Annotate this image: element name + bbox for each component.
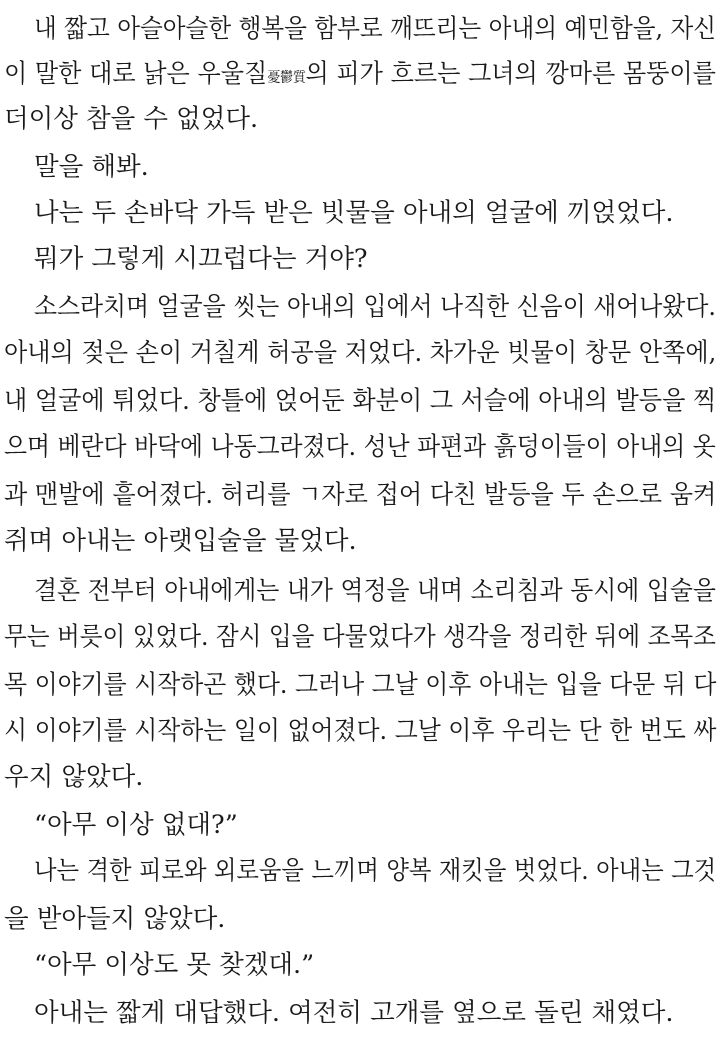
text-line-9: 내 얼굴에 튀었다. 창틀에 얹어둔 화분이 그 서슬에 아내의 발등을 찍 [4,386,717,416]
text-line-19: 나는 격한 피로와 외로움을 느끼며 양복 재킷을 벗었다. 아내는 그것 [34,856,717,886]
text-line-18: “아무 이상 없대?” [34,810,238,840]
text-line-7: 소스라치며 얼굴을 씻는 아내의 입에서 나직한 신음이 새어나왔다. [34,292,716,322]
text-line-8: 아내의 젖은 손이 거칠게 허공을 저었다. 차가운 빗물이 창문 안쪽에, [4,338,717,368]
text-line-11: 과 맨발에 흩어졌다. 허리를 ㄱ자로 접어 다친 발등을 두 손으로 움켜 [4,480,717,510]
text-line-10: 으며 베란다 바닥에 나동그라졌다. 성난 파편과 흙덩이들이 아내의 옷 [4,432,716,462]
text-line-4: 말을 해봐. [34,152,149,182]
text-line-17: 우지 않았다. [4,762,144,792]
text-line-6: 뭐가 그렇게 시끄럽다는 거야? [34,244,368,274]
text-line-2-part-1: 이 말한 대로 낡은 우울질 [4,59,268,89]
hanja-annotation: 憂鬱質 [267,70,306,86]
text-line-14: 무는 버릇이 있었다. 잠시 입을 다물었다가 생각을 정리한 뒤에 조목조 [4,622,716,652]
text-line-21: “아무 이상도 못 찾겠대.” [34,950,315,980]
text-line-3: 더이상 참을 수 없었다. [4,104,259,134]
text-line-20: 을 받아들지 않았다. [4,904,226,934]
text-line-22: 아내는 짧게 대답했다. 여전히 고개를 옆으로 돌린 채였다. [34,998,674,1028]
text-line-5: 나는 두 손바닥 가득 받은 빗물을 아내의 얼굴에 끼얹었다. [34,198,674,228]
text-line-15: 목 이야기를 시작하곤 했다. 그러나 그날 이후 아내는 입을 다문 뒤 다 [4,670,717,700]
text-line-2 [4,49,716,99]
text-line-16: 시 이야기를 시작하는 일이 없어졌다. 그날 이후 우리는 단 한 번도 싸 [4,716,717,746]
text-line-1: 내 짧고 아슬아슬한 행복을 함부로 깨뜨리는 아내의 예민함을, 자신 [34,14,717,44]
text-line-2-part-2: 의 피가 흐르는 그녀의 깡마른 몸뚱이를 [305,59,716,89]
text-line-13: 결혼 전부터 아내에게는 내가 역정을 내며 소리침과 동시에 입술을 [34,576,716,606]
text-line-12: 쥐며 아내는 아랫입술을 물었다. [4,526,357,556]
